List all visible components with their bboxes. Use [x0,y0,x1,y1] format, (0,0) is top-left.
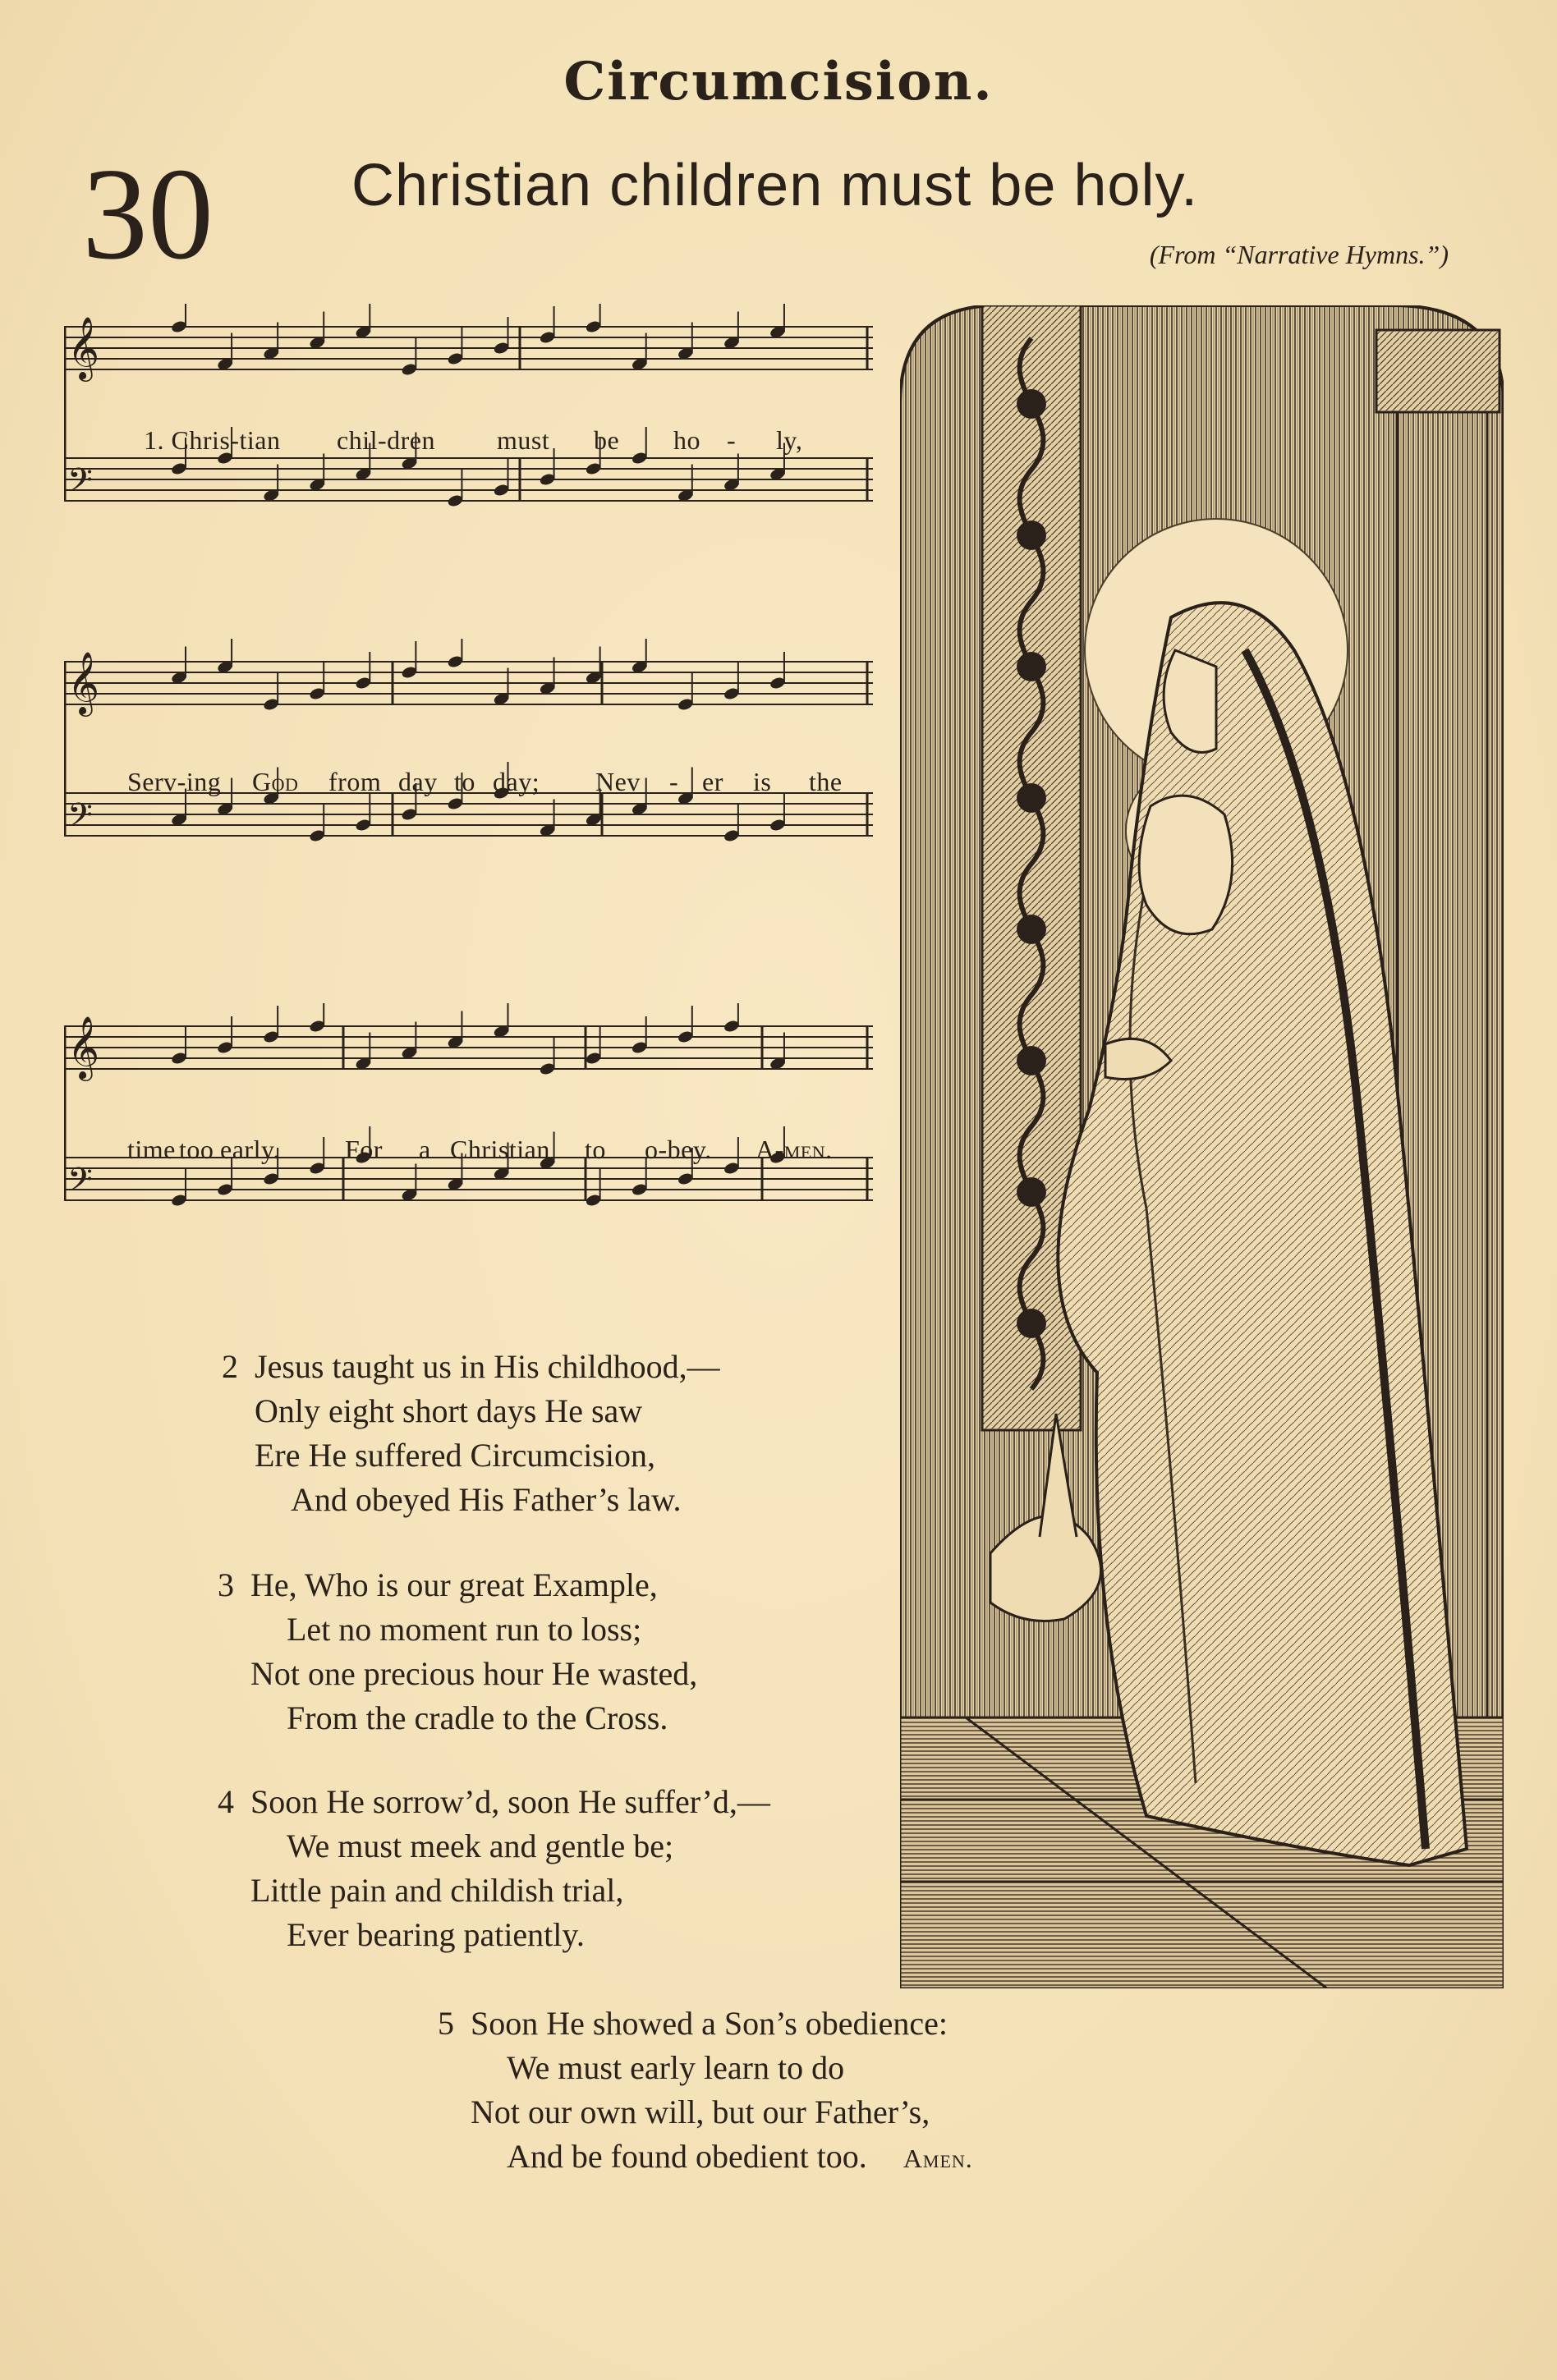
lyric-syllable: A-men. [756,1135,833,1164]
verse-number: 5 [438,2005,454,2042]
amen-label: Amen. [903,2144,973,2173]
lyric-syllable: ho [673,425,700,455]
staff-notation-icon [64,1003,873,1221]
verse-4 [218,1780,770,1957]
verse-line: Soon He showed a Son’s obedience: [471,2005,948,2042]
verse-line: Ere He suffered Circumcision, [255,1437,655,1474]
verse-line: Little pain and childish trial, [250,1872,624,1909]
verse-line: We must early learn to do [507,2049,845,2086]
music-system-3 [64,1003,873,1221]
lyric-syllable: God [252,767,299,796]
verse-line: We must meek and gentle be; [287,1827,674,1864]
svg-text:𝄞: 𝄞 [67,651,100,714]
verse-number: 3 [218,1566,234,1603]
lyric-syllable: - [727,425,737,455]
verse-line: Not our own will, but our Father’s, [471,2093,930,2130]
lyric-syllable: Christian [450,1135,550,1164]
lyric-syllable: day [398,767,438,796]
lyric-syllable: must [497,425,550,455]
svg-text:𝄢: 𝄢 [67,796,93,842]
verse-5 [438,2002,973,2181]
lyric-syllable: a [419,1135,431,1164]
lyric-syllable: ly, [776,425,803,455]
lyric-syllable: For [345,1135,383,1164]
svg-text:𝄞: 𝄞 [67,1016,100,1079]
svg-text:𝄞: 𝄞 [67,316,100,379]
lyric-syllable: day; [493,767,540,796]
svg-text:𝄢: 𝄢 [67,1161,93,1207]
verse-number: 2 [222,1348,238,1385]
verse-3 [218,1563,697,1740]
lyric-syllable: Serv-ing [127,767,222,796]
verse-line: Soon He sorrow’d, soon He suffer’d,— [250,1783,770,1820]
verse-line: From the cradle to the Cross. [287,1699,668,1736]
svg-text:𝄢: 𝄢 [67,461,93,507]
lyric-syllable: 1. Chris-tian [144,425,281,455]
verse-line: Only eight short days He saw [255,1392,643,1429]
lyric-syllable: from [328,767,382,796]
section-title: Circumcision. [563,51,994,112]
verse-2 [222,1345,720,1522]
staff-notation-icon [64,639,873,856]
lyric-syllable: to [454,767,475,796]
verse-line: And be found obedient too. [507,2138,867,2175]
verse-line: And obeyed His Father’s law. [291,1481,682,1518]
verse-number: 4 [218,1783,234,1820]
staff-notation-icon [64,304,873,521]
verse-line: He, Who is our great Example, [250,1566,658,1603]
lyric-syllable: er [702,767,723,796]
lyric-syllable: Nev [595,767,641,796]
music-system-2 [64,639,873,856]
verse-line: Jesus taught us in His childhood,— [255,1348,720,1385]
lyric-syllable: chil-dren [337,425,435,455]
lyric-syllable: be [594,425,620,455]
verse-line: Not one precious hour He wasted, [250,1655,698,1692]
verse-line: Ever bearing patiently. [287,1916,585,1953]
lyric-syllable: o-bey. [645,1135,712,1164]
hymn-number: 30 [82,140,214,287]
madonna-and-child-engraving-icon [900,305,1504,1988]
verse-line: Let no moment run to loss; [287,1611,642,1648]
lyric-syllable: early. [220,1135,280,1164]
lyric-syllable: time [127,1135,176,1164]
hymn-title: Christian children must be holy. [351,153,1199,218]
lyric-syllable: too [179,1135,214,1164]
hymn-source: (From “Narrative Hymns.”) [1149,240,1449,269]
lyric-syllable: to [585,1135,606,1164]
lyric-syllable: is [753,767,772,796]
lyric-syllable: the [809,767,843,796]
lyric-syllable: - [669,767,679,796]
music-system-1 [64,304,873,521]
